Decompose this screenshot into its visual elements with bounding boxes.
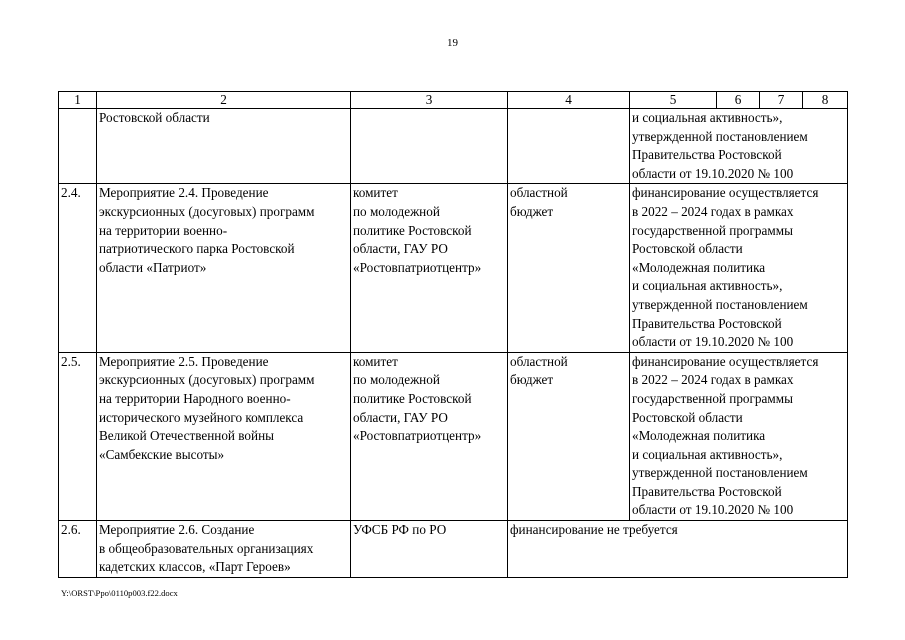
measure-text-line: Мероприятие 2.6. Создание [99,522,255,538]
measure-text-line: исторического музейного комплекса [99,409,304,425]
measure-text-line: области «Патриот» [99,259,207,275]
executor-cell [351,109,508,184]
table-row [59,352,848,520]
measure-text-line: экскурсионных (досуговых) программ [99,372,315,388]
measures-table [58,91,848,578]
measure-text-line: на территории Народного военно- [99,390,291,406]
column-number-header: 3 [351,92,508,109]
info-text-line: Правительства Ростовской [632,483,782,499]
info-text-line: «Молодежная политика [632,259,766,275]
column-number-header: 5 [630,92,717,109]
table-row [59,184,848,352]
row-number-cell: 2.5. [59,352,97,520]
column-number-row [59,92,848,109]
measure-text-line: Великой Отечественной войны [99,428,274,444]
measure-text-line: в общеобразовательных организациях [99,540,314,556]
info-text-line: утвержденной постановлением [632,465,808,481]
info-text-line: области от 19.10.2020 № 100 [632,334,794,350]
measure-text-line: Ростовской области [99,110,210,125]
source-text-line: областной [510,353,568,369]
funding-merged-text: финансирование не требуется [510,522,678,538]
column-number-header: 6 [717,92,760,109]
measure-cell [97,109,351,184]
info-text-line: финансирование осуществляется [632,353,819,369]
executor-text-line: политике Ростовской [353,222,472,238]
source-text-line: областной [510,185,568,201]
executor-text-line: «Ростовпатриотцентр» [353,259,482,275]
row-number-cell: 2.6. [59,521,97,578]
executor-text-line: области, ГАУ РО [353,241,448,257]
executor-text-line: комитет [353,185,398,201]
executor-text-line: по молодежной [353,203,440,219]
measure-cell [97,184,351,352]
executor-text-line: УФСБ РФ по РО [353,522,447,538]
info-text-line: Ростовской области [632,241,743,257]
footer-file-path: Y:\ORST\Ppo\0110p003.f22.docx [61,588,178,598]
info-text-line: Правительства Ростовской [632,315,782,331]
info-text-line: «Молодежная политика [632,428,766,444]
info-text-line: Ростовской области [632,409,743,425]
info-text-line: и социальная активность», [632,278,783,294]
table-row [59,521,848,578]
info-text-line: государственной программы [632,390,793,406]
executor-cell [351,352,508,520]
funding-source-cell [508,109,630,184]
column-number-header: 2 [97,92,351,109]
info-text-line: утвержденной постановлением [632,296,808,312]
funding-merged-cell [508,521,848,578]
info-text-line: области от 19.10.2020 № 100 [632,502,794,518]
info-text-line: области от 19.10.2020 № 100 [632,165,794,181]
column-number-header: 1 [59,92,97,109]
column-number-header: 7 [760,92,803,109]
executor-text-line: области, ГАУ РО [353,409,448,425]
measure-text-line: кадетских классов, «Парт Героев» [99,559,291,575]
measure-text-line: «Самбекские высоты» [99,446,225,462]
info-text-line: финансирование осуществляется [632,185,819,201]
source-text-line: бюджет [510,203,554,219]
funding-source-cell [508,352,630,520]
executor-cell [351,521,508,578]
executor-text-line: «Ростовпатриотцентр» [353,428,482,444]
executor-text-line: по молодежной [353,372,440,388]
measure-text-line: на территории военно- [99,222,228,238]
measure-text-line: патриотического парка Ростовской [99,241,295,257]
funding-info-cell [630,109,848,184]
executor-text-line: политике Ростовской [353,390,472,406]
funding-source-cell [508,184,630,352]
table-row [59,109,848,184]
executor-text-line: комитет [353,353,398,369]
info-text-line: и социальная активность», [632,446,783,462]
info-text-line: и социальная активность», [632,110,783,125]
info-text-line: утвержденной постановлением [632,128,808,144]
measure-cell [97,352,351,520]
measure-cell [97,521,351,578]
info-text-line: государственной программы [632,222,793,238]
measure-text-line: Мероприятие 2.4. Проведение [99,185,269,201]
measure-text-line: экскурсионных (досуговых) программ [99,203,315,219]
source-text-line: бюджет [510,372,554,388]
row-number-cell: 2.4. [59,184,97,352]
executor-cell [351,184,508,352]
column-number-header: 4 [508,92,630,109]
row-number-cell [59,109,97,184]
page-number: 19 [447,37,458,49]
funding-info-cell [630,352,848,520]
funding-info-cell [630,184,848,352]
measure-text-line: Мероприятие 2.5. Проведение [99,353,269,369]
info-text-line: Правительства Ростовской [632,147,782,163]
info-text-line: в 2022 – 2024 годах в рамках [632,372,794,388]
column-number-header: 8 [803,92,848,109]
info-text-line: в 2022 – 2024 годах в рамках [632,203,794,219]
